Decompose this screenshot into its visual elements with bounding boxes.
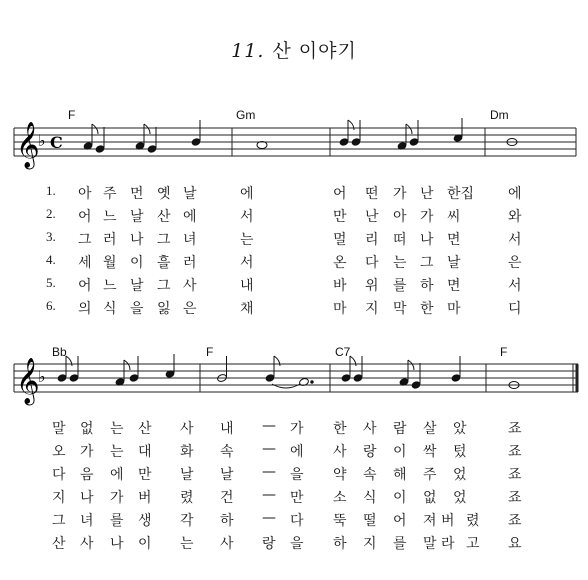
lyric-syllable: 생 [138, 513, 152, 529]
lyric-syllable: 날 [130, 209, 144, 225]
lyric-syllable: 러 [103, 232, 117, 248]
lyric-syllable: 막 [393, 301, 407, 317]
lyric-syllable: 을 [290, 536, 304, 552]
lyric-syllable: 서 [240, 255, 254, 271]
lyric-syllable: 랑 [262, 536, 276, 552]
lyric-syllable: 내 [220, 421, 234, 437]
lyric-syllable: 면 [447, 278, 461, 294]
lyric-line-3 [0, 229, 588, 249]
lyric-syllable: 해 [393, 467, 407, 483]
lyric-syllable: 마 [447, 301, 461, 317]
treble-clef-icon: 𝄞 [16, 122, 40, 168]
lyric-syllable: 난 [420, 186, 434, 202]
verse-number: 6. [46, 298, 56, 313]
lyric-syllable: 식 [363, 490, 377, 506]
lyric-syllable: 각 [180, 513, 194, 529]
lyric-syllable: 는 [180, 536, 194, 552]
lyric-syllable: 그 [52, 513, 66, 529]
flat-key-icon: ♭ [38, 367, 46, 386]
lyric-syllable: 식 [103, 301, 117, 317]
lyric-syllable: 흘 [157, 255, 171, 271]
lyric-syllable: 하 [420, 278, 434, 294]
lyric-syllable: 속 [363, 467, 377, 483]
lyric-syllable: 면 [447, 232, 461, 248]
lyric-syllable: 음 [80, 467, 94, 483]
lyric-syllable: 사 [333, 444, 347, 460]
lyric-syllable: 이 [138, 536, 152, 552]
lyric-syllable: 멀 [333, 232, 347, 248]
lyric-syllable: 다 [52, 467, 66, 483]
lyric-syllable: 가 [110, 490, 124, 506]
lyric-syllable: — [262, 441, 276, 457]
lyric-syllable: 내 [240, 278, 254, 294]
lyric-syllable: 나 [420, 232, 434, 248]
lyric-syllable: 먼 [130, 186, 144, 202]
lyric-syllable: 랑 [363, 444, 377, 460]
lyric-syllable: 사 [180, 421, 194, 437]
chord-5: F [206, 345, 214, 359]
lyric-syllable: 산 [138, 421, 152, 437]
lyric-line-2 [0, 441, 588, 461]
chord-3: Dm [490, 108, 509, 122]
lyric-syllable: 세 [78, 255, 92, 271]
verse-number: 4. [46, 252, 56, 267]
lyric-syllable: 없 [423, 490, 437, 506]
verse-number: 2. [46, 206, 56, 221]
lyric-syllable: 채 [240, 301, 254, 317]
lyric-syllable: 만 [138, 467, 152, 483]
lyric-syllable: 죠 [508, 490, 522, 506]
lyric-syllable: — [262, 418, 276, 434]
lyric-syllable: 가 [80, 444, 94, 460]
lyric-syllable: 를 [110, 513, 124, 529]
lyric-syllable: 어 [333, 186, 347, 202]
lyric-syllable: 약 [333, 467, 347, 483]
lyric-syllable: 를 [393, 278, 407, 294]
lyric-syllable: 떤 [365, 186, 379, 202]
lyric-syllable: 은 [183, 301, 197, 317]
lyric-syllable: 온 [333, 255, 347, 271]
lyric-syllable: 잃 [157, 301, 171, 317]
lyric-line-1 [0, 183, 588, 203]
chord-2: Gm [236, 108, 256, 122]
lyric-syllable: 사 [183, 278, 197, 294]
lyric-syllable: 마 [333, 301, 347, 317]
lyric-syllable: 그 [78, 232, 92, 248]
lyric-syllable: 는 [240, 232, 254, 248]
lyric-syllable: 나 [130, 232, 144, 248]
lyric-syllable: 요 [508, 536, 522, 552]
lyric-syllable: 아 [78, 186, 92, 202]
lyric-syllable: 서 [508, 278, 522, 294]
lyric-syllable: 은 [508, 255, 522, 271]
lyric-syllable: 나 [110, 536, 124, 552]
lyric-syllable: 렸 [466, 513, 480, 529]
lyric-syllable: 았 [453, 421, 467, 437]
lyric-syllable: 그 [157, 232, 171, 248]
lyric-syllable: 산 [157, 209, 171, 225]
lyric-syllable: 가 [290, 421, 304, 437]
lyric-syllable: 느 [103, 209, 117, 225]
lyric-syllable: 에 [508, 186, 522, 202]
lyric-syllable: 그 [420, 255, 434, 271]
lyric-syllable: 없 [80, 421, 94, 437]
lyric-syllable: 사 [80, 536, 94, 552]
lyric-syllable: 날 [220, 467, 234, 483]
lyric-syllable: 나 [80, 490, 94, 506]
lyric-syllable: 만 [333, 209, 347, 225]
lyric-syllable: 살 [423, 421, 437, 437]
lyric-syllable: 날 [183, 186, 197, 202]
lyric-syllable: 말 [423, 536, 437, 552]
chord-7: F [500, 345, 508, 359]
lyric-syllable: 위 [365, 278, 379, 294]
lyric-syllable: 는 [393, 255, 407, 271]
lyric-syllable: 가 [420, 209, 434, 225]
chord-1: F [68, 108, 76, 122]
lyric-syllable: 난 [365, 209, 379, 225]
chord-6: C7 [335, 345, 351, 359]
lyric-syllable: 속 [220, 444, 234, 460]
lyric-syllable: 녀 [183, 232, 197, 248]
lyric-syllable: 었 [453, 467, 467, 483]
lyric-syllable: 에 [183, 209, 197, 225]
lyric-syllable: 사 [220, 536, 234, 552]
lyric-syllable: 만 [290, 490, 304, 506]
song-title-text: 산 이야기 [272, 40, 357, 62]
staff-system-1 [0, 118, 588, 178]
lyric-syllable: 이 [130, 255, 144, 271]
lyric-syllable: 한 [333, 421, 347, 437]
lyric-line-6 [0, 298, 588, 318]
lyric-syllable: 씨 [447, 209, 461, 225]
lyric-syllable: 죠 [508, 444, 522, 460]
lyric-syllable: 버 [441, 513, 455, 529]
lyric-syllable: — [262, 487, 276, 503]
lyric-syllable: 죠 [508, 513, 522, 529]
lyric-syllable: 리 [365, 232, 379, 248]
lyric-syllable: 는 [110, 421, 124, 437]
lyric-syllable: 에 [110, 467, 124, 483]
lyric-syllable: 날 [447, 255, 461, 271]
lyric-syllable: 라 [441, 536, 455, 552]
lyric-syllable: 한집 [447, 186, 475, 202]
lyric-syllable: 다 [365, 255, 379, 271]
lyric-syllable: 주 [423, 467, 437, 483]
lyric-syllable: 서 [240, 209, 254, 225]
lyric-syllable: 져 [423, 513, 437, 529]
lyric-syllable: 오 [52, 444, 66, 460]
song-number: 11. [231, 40, 265, 62]
lyric-syllable: 버 [138, 490, 152, 506]
lyric-syllable: 렸 [180, 490, 194, 506]
lyric-line-5 [0, 275, 588, 295]
lyric-syllable: 날 [130, 278, 144, 294]
lyric-syllable: 옛 [157, 186, 171, 202]
lyric-syllable: 화 [180, 444, 194, 460]
lyric-syllable: 떨 [363, 513, 377, 529]
lyric-syllable: 뚝 [333, 513, 347, 529]
lyric-syllable: 지 [365, 301, 379, 317]
lyric-syllable: 어 [78, 209, 92, 225]
lyric-syllable: 어 [393, 513, 407, 529]
lyric-line-4 [0, 252, 588, 272]
lyric-syllable: 는 [110, 444, 124, 460]
treble-clef-icon: 𝄞 [16, 358, 40, 404]
verse-number: 3. [46, 229, 56, 244]
lyric-syllable: 떠 [393, 232, 407, 248]
lyric-line-2 [0, 206, 588, 226]
lyric-syllable: — [262, 464, 276, 480]
lyric-syllable: 지 [363, 536, 377, 552]
time-signature: C [50, 133, 63, 152]
lyric-syllable: 가 [393, 186, 407, 202]
flat-key-icon: ♭ [38, 131, 46, 150]
lyric-line-4 [0, 487, 588, 507]
lyric-syllable: 었 [453, 490, 467, 506]
lyric-syllable: 건 [220, 490, 234, 506]
lyric-line-5 [0, 510, 588, 530]
verse-number: 1. [46, 183, 56, 198]
lyric-syllable: 대 [138, 444, 152, 460]
lyric-syllable: 을 [130, 301, 144, 317]
lyric-syllable: 지 [52, 490, 66, 506]
lyric-syllable: — [262, 510, 276, 526]
lyric-syllable: 를 [393, 536, 407, 552]
lyric-syllable: 서 [508, 232, 522, 248]
verse-number: 5. [46, 275, 56, 290]
lyric-syllable: 의 [78, 301, 92, 317]
lyric-syllable: 에 [290, 444, 304, 460]
lyric-syllable: 텄 [453, 444, 467, 460]
lyric-line-1 [0, 418, 588, 438]
lyric-syllable: 에 [240, 186, 254, 202]
lyric-syllable: 싹 [423, 444, 437, 460]
lyric-syllable: 바 [333, 278, 347, 294]
lyric-syllable: 죠 [508, 467, 522, 483]
lyric-syllable: 녀 [80, 513, 94, 529]
lyric-syllable: 말 [52, 421, 66, 437]
lyric-syllable: 월 [103, 255, 117, 271]
lyric-syllable: 러 [183, 255, 197, 271]
lyric-syllable: 산 [52, 536, 66, 552]
lyric-syllable: 고 [466, 536, 480, 552]
lyric-syllable: 람 [393, 421, 407, 437]
lyric-syllable: 주 [103, 186, 117, 202]
lyric-syllable: 날 [180, 467, 194, 483]
lyric-syllable: 그 [157, 278, 171, 294]
lyric-line-3 [0, 464, 588, 484]
staff-system-2 [0, 354, 588, 414]
lyric-line-6 [0, 533, 588, 553]
lyric-syllable: 을 [290, 467, 304, 483]
lyric-syllable: 이 [393, 490, 407, 506]
lyric-syllable: 다 [290, 513, 304, 529]
lyric-syllable: 사 [363, 421, 377, 437]
song-title [0, 36, 588, 63]
lyric-syllable: 한 [420, 301, 434, 317]
lyric-syllable: 하 [220, 513, 234, 529]
lyric-syllable: 느 [103, 278, 117, 294]
lyric-syllable: 이 [393, 444, 407, 460]
lyric-syllable: 어 [78, 278, 92, 294]
lyric-syllable: 소 [333, 490, 347, 506]
chord-4: Bb [52, 345, 67, 359]
lyric-syllable: 죠 [508, 421, 522, 437]
lyric-syllable: 하 [333, 536, 347, 552]
lyric-syllable: 와 [508, 209, 522, 225]
lyric-syllable: 디 [508, 301, 522, 317]
lyric-syllable: 아 [393, 209, 407, 225]
